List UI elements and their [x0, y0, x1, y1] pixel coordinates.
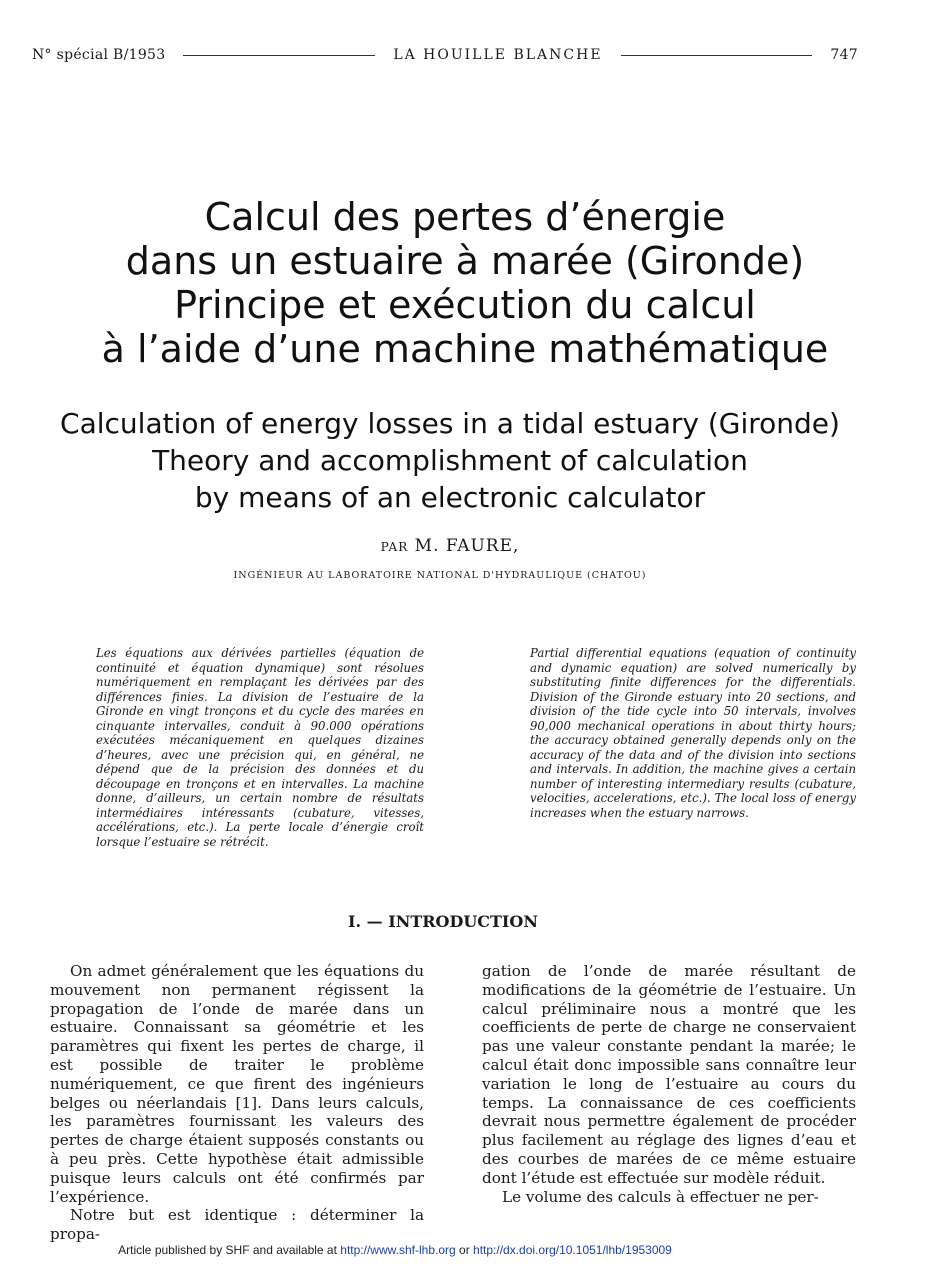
english-title-line: Theory and accomplishment of calculation — [152, 444, 748, 477]
header-rule-right — [621, 55, 813, 56]
abstract-english: Partial differential equations (equation of continuity and dynamic equation) are solved numerically by substituting finite differences for the differentials. Division of the Gironde estuary into 20 sections, and division of the tide cycle into 50 intervals, involves 90,000 mechanical operations in about thirty hours; the accuracy obtained generally depends only on the accuracy of the data and of the division into sections and intervals. In addition, the machine gives a certain number of interesting intermediary results (cubature, velocities, accelerations, etc.). The local loss of energy increases when the estuary narrows. — [530, 646, 856, 820]
section-heading: I. — INTRODUCTION — [348, 912, 538, 931]
header-rule-left — [183, 55, 375, 56]
paragraph: gation de l’onde de marée résultant de modifications de la géométrie de l’estuaire. Un calcul préliminaire nous a montré que les coefficients de perte de charge ne conservaient pas une valeur constante pendant la marée; le calcul était donc impossible sans connaître leur variation le long de l’estuaire au cours du temps. La connaissance de ces coefficients devrait nous permettre également de procéder plus facilement au réglage des lignes d’eau et des courbes de marées de ce même estuaire dont l’étude est effectuée sur modèle réduit. — [482, 962, 856, 1187]
paragraph: Le volume des calculs à effectuer ne per- — [502, 1187, 819, 1206]
journal-name: LA HOUILLE BLANCHE — [393, 47, 603, 63]
paragraph: Notre but est identique : déterminer la propa- — [50, 1206, 424, 1244]
french-title-line: dans un estuaire à marée (Gironde) — [125, 239, 805, 283]
french-title-line: Principe et exécution du calcul — [174, 283, 756, 327]
footer-link-doi[interactable]: http://dx.doi.org/10.1051/lhb/1953009 — [473, 1243, 672, 1257]
english-title-line: by means of an electronic calculator — [194, 481, 706, 514]
author-prefix: PAR — [380, 540, 409, 554]
footer-link-shf[interactable]: http://www.shf-lhb.org — [340, 1243, 456, 1257]
author-line — [0, 536, 900, 556]
footer-or: or — [459, 1243, 470, 1257]
body-column-right — [482, 962, 856, 1206]
french-title — [0, 195, 930, 371]
english-title — [0, 405, 900, 516]
author-name: M. FAURE, — [414, 536, 520, 556]
author-affiliation: INGÉNIEUR AU LABORATOIRE NATIONAL D'HYDRAULIQUE (CHATOU) — [233, 570, 647, 581]
running-header — [32, 44, 858, 66]
issue-label: N° spécial B/1953 — [32, 47, 166, 63]
publication-footer — [0, 1243, 790, 1257]
english-title-line: Calculation of energy losses in a tidal estuary (Gironde) — [60, 407, 840, 440]
abstract-french: Les équations aux dérivées partielles (équation de continuité et équation dynamique) sont résolues numériquement en remplaçant les dérivées par des différences finies. La division de l’estuaire de la Gironde en vingt tronçons et du cycle des marées en cinquante intervalles, conduit à 90.000 opérations exécutées mécaniquement en quelques dizaines d’heures, avec une précision qui, en général, ne dépend que de la précision des données et du découpage en tronçons et en intervalles. La machine donne, d’ailleurs, un certain nombre de résultats intermédiaires intéressants (cubature, vitesses, accélérations, etc.). La perte locale d’énergie croît lorsque l’estuaire se rétrécit. — [96, 646, 424, 849]
paragraph: On admet généralement que les équations du mouvement non permanent régissent la propagation de l’onde de marée dans un estuaire. Connaissant sa géométrie et les paramètres qui fixent les pertes de charge, il est possible de traiter le problème numériquement, ce que firent des ingénieurs belges ou néerlandais [1]. Dans leurs calculs, les paramètres fournissant les valeurs des pertes de charge étaient supposés constants ou à peu près. Cette hypothèse était admissible puisque leurs calculs ont été confirmés par l’expérience. — [50, 962, 424, 1206]
french-title-line: à l’aide d’une machine mathématique — [101, 327, 829, 371]
footer-prefix: Article published by SHF and available at — [118, 1243, 337, 1257]
french-title-line: Calcul des pertes d’énergie — [204, 195, 726, 239]
page-number: 747 — [830, 47, 859, 63]
body-column-left — [50, 962, 424, 1244]
